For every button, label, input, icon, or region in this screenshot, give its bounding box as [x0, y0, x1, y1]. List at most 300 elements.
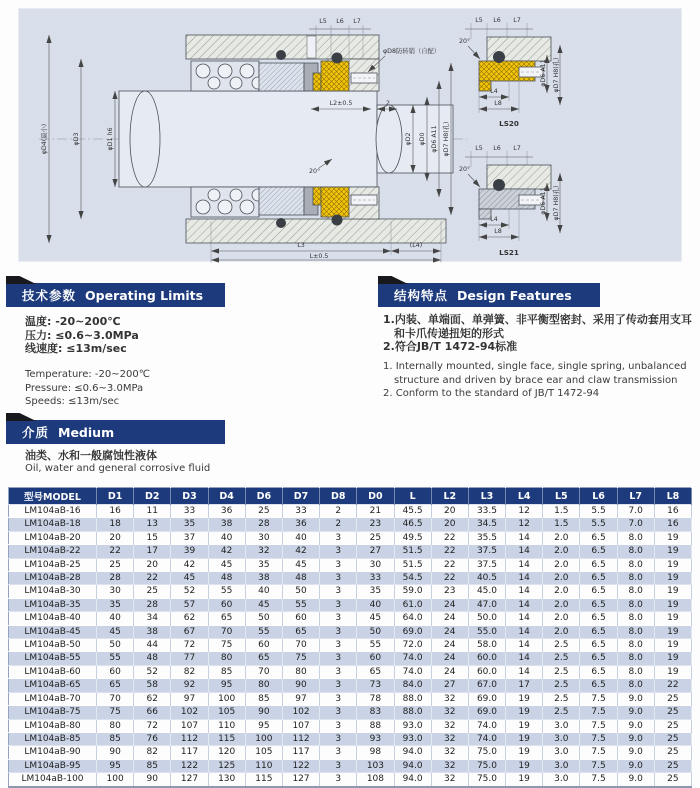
spec-cell: 3 [320, 732, 357, 745]
spec-cell: 9.0 [617, 759, 654, 772]
spec-cell: 12 [506, 505, 543, 518]
spec-cell: 2.0 [543, 612, 580, 625]
dim-label-d4: φD4(最小) [41, 123, 48, 155]
spec-cell: 2.0 [543, 625, 580, 638]
spec-cell: 72.0 [394, 639, 431, 652]
spec-cell: 70 [282, 639, 319, 652]
speed-en: Speeds: ≤13m/sec [25, 396, 120, 407]
seal-assembly-lower [186, 187, 446, 243]
section-title-en: Operating Limits [85, 287, 204, 303]
pressure-en: Pressure: ≤0.6~3.0MPa [25, 382, 144, 394]
model-cell: LM104aB-25 [9, 558, 97, 571]
spec-cell: 88.0 [394, 692, 431, 705]
spec-cell: 82 [134, 746, 171, 759]
dim-label-d2: φD2 [405, 132, 412, 146]
spec-cell: 102 [282, 706, 319, 719]
spec-cell: 24 [431, 665, 468, 678]
spec-cell: 60.0 [468, 652, 505, 665]
spec-cell: 127 [282, 773, 319, 787]
spec-cell: 80 [208, 652, 245, 665]
spec-cell: 5.5 [580, 505, 617, 518]
spec-cell: 3.0 [543, 759, 580, 772]
spec-cell: 52 [134, 665, 171, 678]
spec-cell: 2.5 [543, 665, 580, 678]
spec-cell: 105 [208, 706, 245, 719]
dim-label-d0: φD0 [419, 132, 426, 146]
spec-cell: 40.5 [468, 572, 505, 585]
spec-cell: 25 [654, 746, 691, 759]
spec-cell: 2.5 [543, 639, 580, 652]
spec-cell: 6.5 [580, 639, 617, 652]
spec-cell: 15 [134, 531, 171, 544]
section-title-en: Medium [58, 424, 115, 440]
spec-cell: 30 [357, 558, 394, 571]
spec-cell: 60.0 [468, 665, 505, 678]
model-cell: LM104aB-30 [9, 585, 97, 598]
column-header: L3 [468, 488, 505, 505]
dim-label-d3: φD3 [73, 132, 80, 146]
spec-cell: 3 [320, 706, 357, 719]
spec-cell: 9.0 [617, 732, 654, 745]
spec-cell: 61.0 [394, 598, 431, 611]
spec-cell: 19 [654, 598, 691, 611]
model-cell: LM104aB-45 [9, 625, 97, 638]
medium-line-en: Oil, water and general corrosive fluid [25, 463, 211, 474]
dim-label-l5: L5 [319, 18, 327, 25]
spec-cell: 33 [282, 505, 319, 518]
spec-cell: 8.0 [617, 652, 654, 665]
spec-cell: 3 [320, 719, 357, 732]
spec-cell: 33.5 [468, 505, 505, 518]
spec-table-body [9, 505, 692, 787]
spec-cell: 2 [320, 518, 357, 531]
spec-cell: 92 [171, 679, 208, 692]
model-cell: LM104aB-16 [9, 505, 97, 518]
spec-cell: 25 [654, 719, 691, 732]
spec-cell: 24 [431, 639, 468, 652]
spec-cell: 70 [245, 665, 282, 678]
spec-cell: 50.0 [468, 612, 505, 625]
spec-cell: 9.0 [617, 773, 654, 787]
spec-cell: 54.5 [394, 572, 431, 585]
spec-cell: 7.0 [617, 518, 654, 531]
section-header-medium [6, 420, 225, 444]
spec-cell: 78 [357, 692, 394, 705]
spec-cell: 112 [282, 732, 319, 745]
spec-cell: 85 [245, 692, 282, 705]
spec-cell: 40 [357, 598, 394, 611]
spec-table-container [8, 487, 692, 788]
spec-cell: 110 [245, 759, 282, 772]
spec-cell: 84.0 [394, 679, 431, 692]
spec-cell: 62 [171, 612, 208, 625]
spec-cell: 93.0 [394, 732, 431, 745]
table-row [9, 719, 692, 732]
spec-cell: 2.0 [543, 585, 580, 598]
spec-cell: 40 [282, 531, 319, 544]
spec-cell: 85 [97, 732, 134, 745]
ls20-label: LS20 [499, 119, 519, 128]
spec-cell: 65 [357, 665, 394, 678]
spec-cell: 60 [357, 652, 394, 665]
spec-cell: 7.5 [580, 759, 617, 772]
dim-label-d6: φD6 A11 [431, 125, 438, 153]
spec-cell: 112 [171, 732, 208, 745]
spec-cell: 12 [506, 518, 543, 531]
spec-cell: 32 [431, 773, 468, 787]
spec-cell: 75 [282, 652, 319, 665]
spec-cell: 35 [97, 598, 134, 611]
spec-cell: 28 [97, 572, 134, 585]
spec-cell: 14 [506, 572, 543, 585]
section-title-zh: 技术参数 [22, 288, 77, 303]
spec-cell: 55 [97, 652, 134, 665]
detail-view-ls21 [459, 145, 560, 257]
column-header: L2 [431, 488, 468, 505]
spec-cell: 59.0 [394, 585, 431, 598]
spec-cell: 20 [134, 558, 171, 571]
spec-cell: 19 [506, 692, 543, 705]
spec-cell: 6.5 [580, 585, 617, 598]
table-row [9, 598, 692, 611]
spec-cell: 80 [245, 679, 282, 692]
spec-cell: 75.0 [468, 773, 505, 787]
spec-cell: 42 [171, 558, 208, 571]
spec-cell: 3 [320, 759, 357, 772]
operating-limits-zh [25, 315, 139, 356]
spec-cell: 3.0 [543, 719, 580, 732]
spec-cell: 24 [431, 625, 468, 638]
spec-cell: 55 [245, 625, 282, 638]
spec-cell: 47.0 [468, 598, 505, 611]
spec-cell: 122 [282, 759, 319, 772]
spec-cell: 90 [97, 746, 134, 759]
model-cell: LM104aB-55 [9, 652, 97, 665]
spec-cell: 8.0 [617, 572, 654, 585]
spec-cell: 22 [431, 572, 468, 585]
header-flag-decoration [378, 276, 408, 284]
spec-cell: 55 [357, 639, 394, 652]
spec-cell: 19 [654, 665, 691, 678]
spec-cell: 14 [506, 612, 543, 625]
spec-cell: 8.0 [617, 531, 654, 544]
ls21-dim-d7: φD7 H8(孔) [553, 185, 560, 221]
spec-cell: 95 [245, 719, 282, 732]
model-cell: LM104aB-95 [9, 759, 97, 772]
spec-cell: 19 [506, 719, 543, 732]
spec-cell: 38 [245, 572, 282, 585]
spec-cell: 7.5 [580, 692, 617, 705]
table-row [9, 585, 692, 598]
design-features-zh [383, 313, 696, 354]
spec-cell: 65 [208, 612, 245, 625]
ls21-dim-l8: L8 [494, 228, 502, 235]
design-features-en [383, 360, 696, 401]
spec-cell: 6.5 [580, 572, 617, 585]
spec-cell: 93.0 [394, 719, 431, 732]
spec-cell: 82 [171, 665, 208, 678]
feature-en-1: 1. Internally mounted, single face, single spring, unbalanced structure and driven by brace ear and claw transmission [383, 361, 687, 386]
table-row [9, 679, 692, 692]
spec-cell: 7.5 [580, 706, 617, 719]
spec-cell: 34.5 [468, 518, 505, 531]
spec-cell: 69.0 [394, 625, 431, 638]
header-flag-decoration [6, 276, 36, 284]
spec-cell: 50 [245, 612, 282, 625]
table-row [9, 505, 692, 518]
spec-cell: 32 [431, 746, 468, 759]
spec-cell: 6.5 [580, 558, 617, 571]
spec-cell: 95 [208, 679, 245, 692]
spec-cell: 48 [208, 572, 245, 585]
spec-cell: 44 [134, 639, 171, 652]
spec-cell: 117 [282, 746, 319, 759]
spec-cell: 14 [506, 531, 543, 544]
spec-cell: 108 [357, 773, 394, 787]
spec-cell: 83 [357, 706, 394, 719]
model-cell: LM104aB-70 [9, 692, 97, 705]
spec-cell: 39 [171, 545, 208, 558]
spec-cell: 3 [320, 612, 357, 625]
spec-cell: 19 [654, 625, 691, 638]
column-header: L [394, 488, 431, 505]
spec-cell: 77 [171, 652, 208, 665]
spec-cell: 60 [97, 665, 134, 678]
spec-cell: 5.5 [580, 518, 617, 531]
spec-cell: 6.5 [580, 598, 617, 611]
spec-cell: 22 [654, 679, 691, 692]
spec-cell: 19 [654, 545, 691, 558]
spec-cell: 50 [97, 639, 134, 652]
spec-cell: 25 [245, 505, 282, 518]
spec-cell: 107 [282, 719, 319, 732]
spec-cell: 25 [654, 732, 691, 745]
spec-cell: 3 [320, 773, 357, 787]
spec-cell: 80 [282, 665, 319, 678]
spec-cell: 25 [357, 531, 394, 544]
spec-cell: 22 [431, 558, 468, 571]
spec-cell: 22 [431, 545, 468, 558]
spec-cell: 19 [654, 531, 691, 544]
spec-cell: 75.0 [468, 746, 505, 759]
spec-cell: 3 [320, 679, 357, 692]
table-row [9, 732, 692, 745]
spec-cell: 8.0 [617, 585, 654, 598]
spec-cell: 23 [357, 518, 394, 531]
spec-cell: 33 [171, 505, 208, 518]
spec-cell: 14 [506, 585, 543, 598]
dim-label-l7: L7 [353, 18, 361, 25]
spec-cell: 24 [431, 652, 468, 665]
model-cell: LM104aB-50 [9, 639, 97, 652]
model-cell: LM104aB-100 [9, 773, 97, 787]
dim-label-l4-paren: (L4) [409, 242, 423, 249]
column-header: L8 [654, 488, 691, 505]
spec-cell: 72 [134, 719, 171, 732]
spec-cell: 67 [171, 625, 208, 638]
spec-cell: 45 [245, 598, 282, 611]
column-header: D4 [208, 488, 245, 505]
spec-cell: 16 [654, 505, 691, 518]
spec-cell: 120 [208, 746, 245, 759]
spec-cell: 20 [97, 531, 134, 544]
spec-cell: 22 [97, 545, 134, 558]
spec-cell: 25 [654, 706, 691, 719]
spec-cell: 50 [357, 625, 394, 638]
column-header: L7 [617, 488, 654, 505]
spec-cell: 42 [282, 545, 319, 558]
spec-cell: 25 [654, 692, 691, 705]
spec-cell: 102 [171, 706, 208, 719]
spec-cell: 98 [357, 746, 394, 759]
spec-cell: 7.5 [580, 746, 617, 759]
spec-cell: 42 [208, 545, 245, 558]
spec-cell: 9.0 [617, 746, 654, 759]
spec-cell: 69.0 [468, 692, 505, 705]
spec-cell: 1.5 [543, 518, 580, 531]
ls20-angle: 20° [459, 38, 471, 45]
spec-cell: 62 [134, 692, 171, 705]
spec-cell: 23 [431, 585, 468, 598]
spec-cell: 2.0 [543, 531, 580, 544]
spec-cell: 19 [506, 759, 543, 772]
detail-view-ls20 [459, 17, 560, 128]
model-cell: LM104aB-80 [9, 719, 97, 732]
spec-cell: 32 [431, 719, 468, 732]
spec-cell: 2.0 [543, 598, 580, 611]
main-section-view [39, 18, 467, 263]
medium-line-zh: 油类、水和一般腐蚀性液体 [25, 449, 157, 462]
spec-cell: 45 [97, 625, 134, 638]
table-row [9, 639, 692, 652]
spec-cell: 6.5 [580, 545, 617, 558]
spec-cell: 45.5 [394, 505, 431, 518]
spec-cell: 125 [208, 759, 245, 772]
spec-cell: 6.5 [580, 665, 617, 678]
spec-cell: 94.0 [394, 759, 431, 772]
spec-cell: 3 [320, 545, 357, 558]
spec-cell: 22 [134, 572, 171, 585]
column-header: D1 [97, 488, 134, 505]
spec-cell: 27 [431, 679, 468, 692]
spec-cell: 25 [654, 773, 691, 787]
spec-cell: 74.0 [468, 732, 505, 745]
column-header: L5 [543, 488, 580, 505]
spec-cell: 74.0 [394, 665, 431, 678]
spec-cell: 32 [245, 545, 282, 558]
dims-left [39, 35, 115, 243]
spec-cell: 75 [97, 706, 134, 719]
model-cell: LM104aB-22 [9, 545, 97, 558]
spec-cell: 88.0 [394, 706, 431, 719]
spec-cell: 18 [97, 518, 134, 531]
spec-cell: 2.0 [543, 558, 580, 571]
spec-cell: 14 [506, 652, 543, 665]
spec-cell: 8.0 [617, 612, 654, 625]
spec-cell: 40 [245, 585, 282, 598]
spec-cell: 16 [97, 505, 134, 518]
spec-cell: 38 [208, 518, 245, 531]
dim-label-l: L±0.5 [309, 253, 329, 260]
spec-cell: 90 [245, 706, 282, 719]
table-row [9, 652, 692, 665]
spec-cell: 66 [134, 706, 171, 719]
spec-cell: 52 [171, 585, 208, 598]
spec-cell: 3 [320, 598, 357, 611]
spec-cell: 100 [97, 773, 134, 787]
spec-cell: 74.0 [468, 719, 505, 732]
ls21-label: LS21 [499, 248, 519, 257]
dim-label-l3: L3 [297, 242, 305, 249]
table-row [9, 665, 692, 678]
spec-cell: 19 [654, 572, 691, 585]
spec-cell: 37.5 [468, 558, 505, 571]
ls20-dim-l5: L5 [475, 17, 483, 24]
spec-cell: 36 [208, 505, 245, 518]
section-header-operating-limits [6, 283, 225, 307]
spec-cell: 64.0 [394, 612, 431, 625]
section-title-zh: 介质 [22, 425, 50, 440]
spec-cell: 3.0 [543, 732, 580, 745]
spec-cell: 30 [245, 531, 282, 544]
spec-cell: 48 [134, 652, 171, 665]
spec-cell: 55 [208, 585, 245, 598]
table-row [9, 746, 692, 759]
spec-cell: 75 [208, 639, 245, 652]
model-cell: LM104aB-85 [9, 732, 97, 745]
spec-cell: 20 [431, 518, 468, 531]
spec-cell: 65 [97, 679, 134, 692]
spec-cell: 3 [320, 692, 357, 705]
spec-cell: 19 [506, 706, 543, 719]
spec-cell: 60 [208, 598, 245, 611]
spec-cell: 14 [506, 598, 543, 611]
spec-cell: 110 [208, 719, 245, 732]
table-row [9, 692, 692, 705]
table-row [9, 625, 692, 638]
model-cell: LM104aB-35 [9, 598, 97, 611]
spec-cell: 19 [654, 558, 691, 571]
ls20-dim-l7: L7 [513, 17, 521, 24]
spec-cell: 40 [97, 612, 134, 625]
spec-cell: 45 [357, 612, 394, 625]
table-row [9, 545, 692, 558]
ls20-dim-l4: L4 [490, 88, 498, 95]
spec-cell: 107 [171, 719, 208, 732]
spec-cell: 45.0 [468, 585, 505, 598]
spec-cell: 3 [320, 665, 357, 678]
dim-label-2: 2 [385, 100, 391, 107]
spec-cell: 8.0 [617, 558, 654, 571]
spec-cell: 22 [431, 531, 468, 544]
spec-cell: 74.0 [394, 652, 431, 665]
spec-cell: 11 [134, 505, 171, 518]
spec-cell: 16 [654, 518, 691, 531]
spec-cell: 40 [208, 531, 245, 544]
feature-zh-2: 2.符合JB/T 1472-94标准 [383, 340, 518, 353]
spec-cell: 105 [245, 746, 282, 759]
spec-cell: 9.0 [617, 706, 654, 719]
spec-cell: 85 [134, 759, 171, 772]
spec-cell: 88 [357, 719, 394, 732]
dim-label-d1: φD1 h6 [107, 127, 114, 151]
spec-cell: 55.0 [468, 625, 505, 638]
spec-cell: 100 [208, 692, 245, 705]
table-row [9, 612, 692, 625]
spec-cell: 49.5 [394, 531, 431, 544]
seal-cross-section-drawing [19, 9, 683, 263]
spec-cell: 93 [357, 732, 394, 745]
